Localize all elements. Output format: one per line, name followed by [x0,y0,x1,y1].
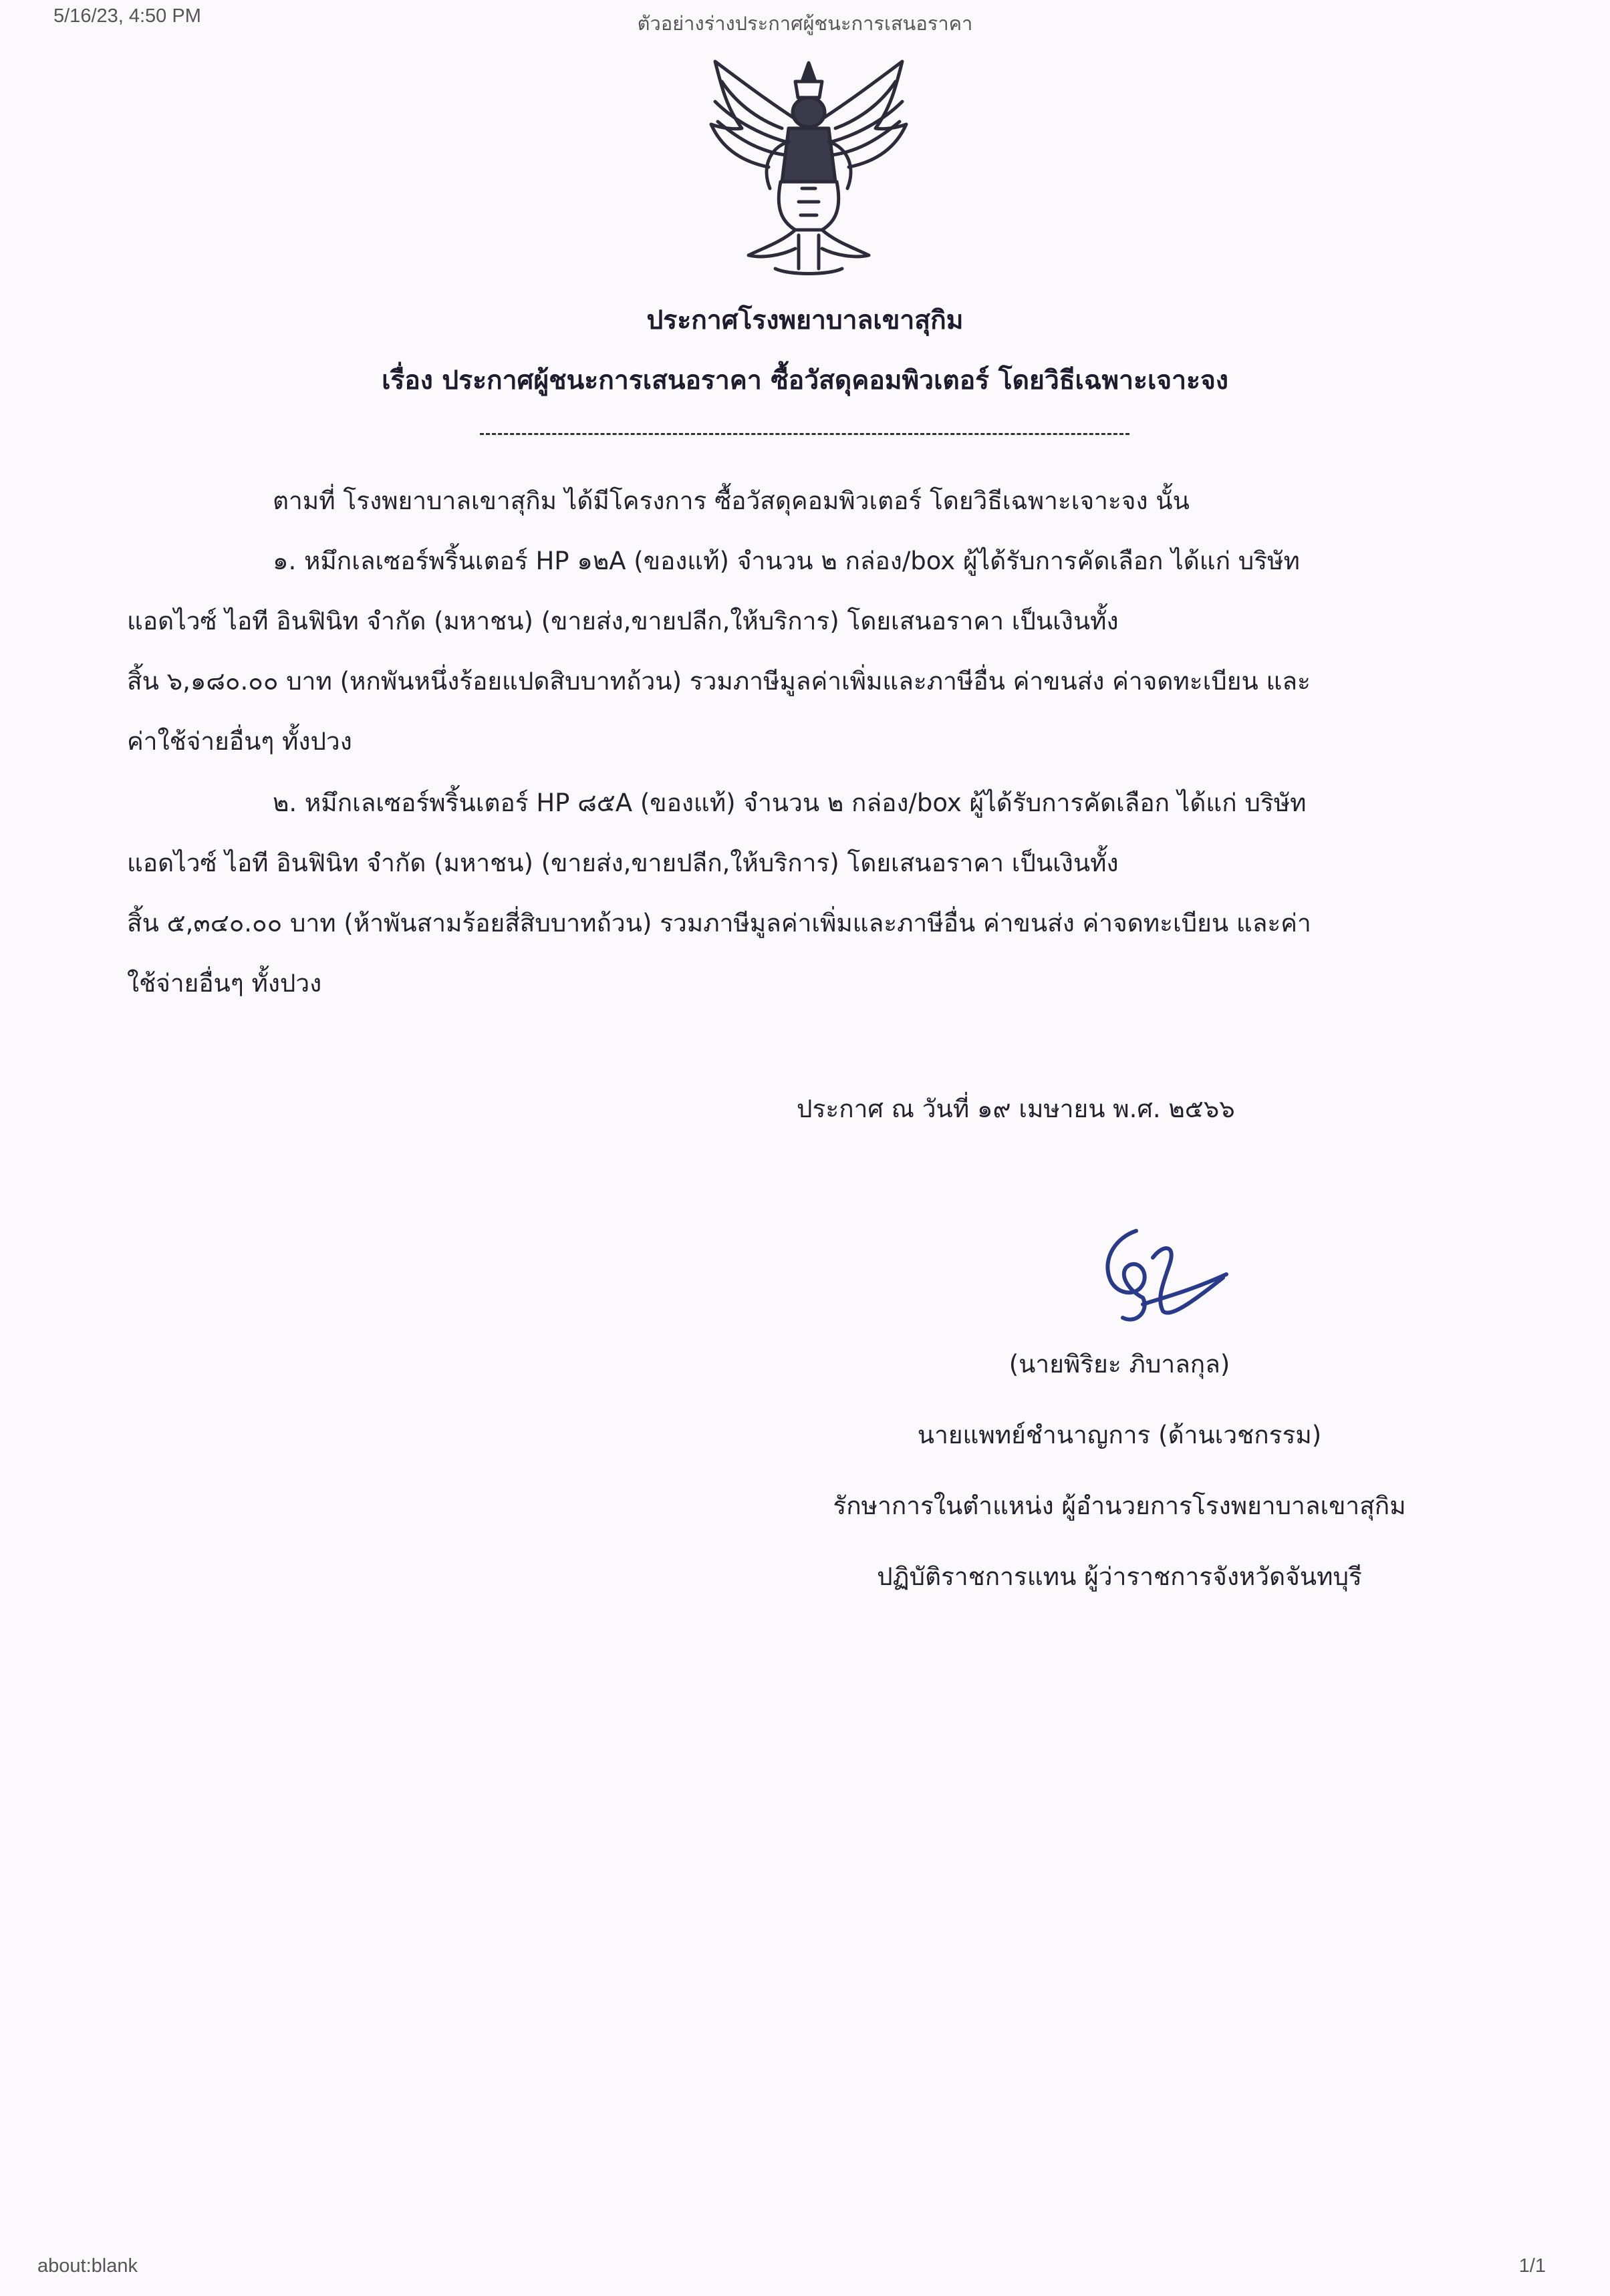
item-1-line-4: ค่าใช้จ่ายอื่นๆ ทั้งปวง [127,727,352,756]
handwritten-signature [1089,1217,1230,1331]
print-page-count: 1/1 [1518,2255,1546,2277]
item-2-line-3: สิ้น ๕,๓๔๐.๐๐ บาท (ห้าพันสามร้อยสี่สิบบาทถ้วน) รวมภาษีมูลค่าเพิ่มและภาษีอื่น ค่าขนส่ง ค่าจดทะเบียน และค่า [127,909,1311,938]
dashed-divider [480,433,1129,435]
item-2-line-4: ใช้จ่ายอื่นๆ ทั้งปวง [127,969,322,998]
item-2-line-2: แอดไวซ์ ไอที อินฟินิท จำกัด (มหาชน) (ขายส่ง,ขายปลีก,ให้บริการ) โดยเสนอราคา เป็นเงินทั้ง [127,849,1119,877]
item-1-line-2: แอดไวซ์ ไอที อินฟินิท จำกัด (มหาชน) (ขายส่ง,ขายปลีก,ให้บริการ) โดยเสนอราคา เป็นเงินทั้ง [127,607,1119,635]
announcement-date: ประกาศ ณ วันที่ ๑๙ เมษายน พ.ศ. ๒๕๖๖ [797,1095,1235,1123]
intro-paragraph: ตามที่ โรงพยาบาลเขาสุกิม ได้มีโครงการ ซื้อวัสดุคอมพิวเตอร์ โดยวิธีเฉพาะเจาะจง นั้น [273,486,1190,515]
garuda-emblem-icon [695,55,922,282]
print-page-title: ตัวอย่างร่างประกาศผู้ชนะการเสนอราคา [637,13,973,35]
print-url: about:blank [37,2255,138,2277]
signer-on-behalf: ปฏิบัติราชการแทน ผู้ว่าราชการจังหวัดจันทบุรี [877,1562,1362,1591]
announcement-subject: เรื่อง ประกาศผู้ชนะการเสนอราคา ซื้อวัสดุคอมพิวเตอร์ โดยวิธีเฉพาะเจาะจง [382,366,1228,396]
print-header [0,5,1610,35]
print-timestamp: 5/16/23, 4:50 PM [53,5,201,27]
announcement-title: ประกาศโรงพยาบาลเขาสุกิม [646,305,964,335]
signer-position: นายแพทย์ชำนาญการ (ด้านเวชกรรม) [917,1421,1322,1449]
print-footer [0,2255,1610,2282]
item-1-line-3: สิ้น ๖,๑๘๐.๐๐ บาท (หกพันหนึ่งร้อยแปดสิบบาทถ้วน) รวมภาษีมูลค่าเพิ่มและภาษีอื่น ค่าขนส่ง ค่าจดทะเบียน และ [127,667,1311,696]
item-2-line-1: ๒. หมึกเลเซอร์พริ้นเตอร์ HP ๘๕A (ของแท้) จำนวน ๒ กล่อง/box ผู้ได้รับการคัดเลือก ได้แก่ บริษัท [273,788,1307,817]
item-1-line-1: ๑. หมึกเลเซอร์พริ้นเตอร์ HP ๑๒A (ของแท้) จำนวน ๒ กล่อง/box ผู้ได้รับการคัดเลือก ได้แก่ บริษัท [273,547,1300,575]
signer-acting-role: รักษาการในตำแหน่ง ผู้อำนวยการโรงพยาบาลเขาสุกิม [833,1491,1406,1520]
signer-name: (นายพิริยะ ภิบาลกุล) [1009,1350,1230,1379]
